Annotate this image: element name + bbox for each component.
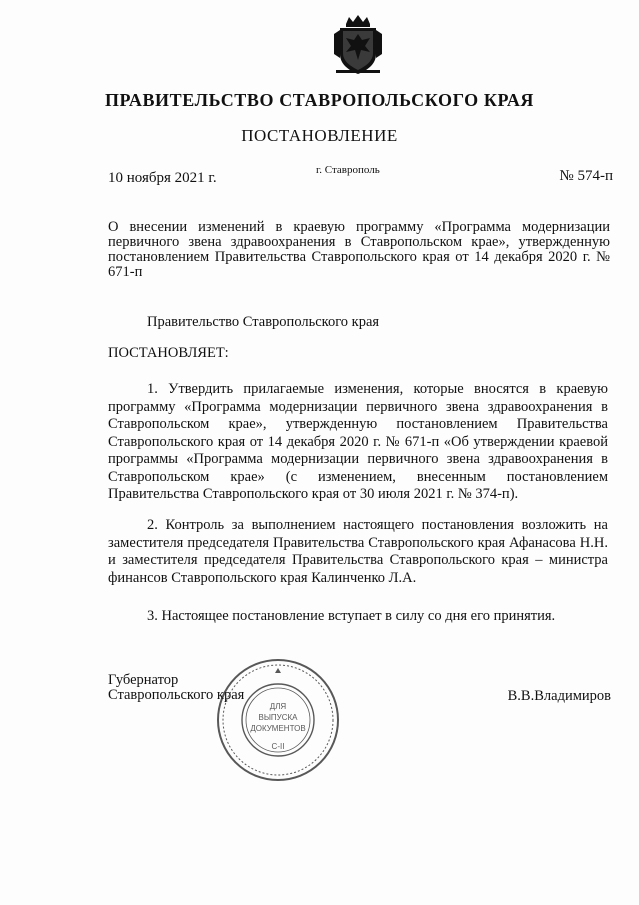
paragraph-3: 3. Настоящее постановление вступает в силу со дня его принятия. bbox=[147, 608, 556, 624]
document-type: ПОСТАНОВЛЕНИЕ bbox=[241, 126, 398, 145]
signatory-name: В.В.Владимиров bbox=[507, 688, 611, 704]
stavropol-coat-of-arms-icon bbox=[330, 14, 386, 76]
paragraph-1: 1. Утвердить прилагаемые изменения, которые вносятся в краевую программу «Программа модернизации первичного звена здравоохранения в Ставропольском крае», утвержденную постановлением Правительства Ставропольского края от 14 декабря 2020 г. № 671-п «Об утверждении краевой программы «Программа модернизации первичного звена здравоохранения в Ставропольском крае» (с изменением, внесенным постановлением Правительства Ставропольского края от 30 июля 2021 г. № 374-п). bbox=[108, 381, 608, 502]
document-number: № 574-п bbox=[559, 168, 613, 184]
document-date: 10 ноября 2021 г. bbox=[108, 170, 217, 186]
preamble: Правительство Ставропольского края bbox=[147, 314, 380, 330]
document-city: г. Ставрополь bbox=[316, 164, 380, 176]
seal-center-text-2: ВЫПУСКА bbox=[258, 713, 298, 722]
document-subject: О внесении изменений в краевую программу «Программа модернизации первичного звена здравоохранения в Ставропольском крае», утвержденную постановлением Правительства Ставропольского края от 14 декабря 2020 г. № 671-п bbox=[108, 219, 610, 280]
signatory-title-line-1: Губернатор bbox=[108, 672, 179, 688]
seal-center-text-1: ДЛЯ bbox=[269, 702, 287, 711]
seal-center-text-3: ДОКУМЕНТОВ bbox=[250, 724, 306, 733]
signatory-title-line-2: Ставропольского края bbox=[108, 687, 245, 703]
paragraph-2: 2. Контроль за выполнением настоящего постановления возложить на заместителя председателя Правительства Ставропольского края Афанасова Н.Н. и заместителя председателя Правительства Ставропольского края – министра финансов Ставропольского края Калинченко Л.А. bbox=[108, 517, 608, 586]
government-title: ПРАВИТЕЛЬСТВО СТАВРОПОЛЬСКОГО КРАЯ bbox=[104, 90, 535, 110]
seal-bottom-text: С-II bbox=[271, 742, 285, 751]
resolves-heading: ПОСТАНОВЛЯЕТ: bbox=[108, 345, 229, 361]
round-seal-stamp-icon bbox=[215, 657, 341, 783]
